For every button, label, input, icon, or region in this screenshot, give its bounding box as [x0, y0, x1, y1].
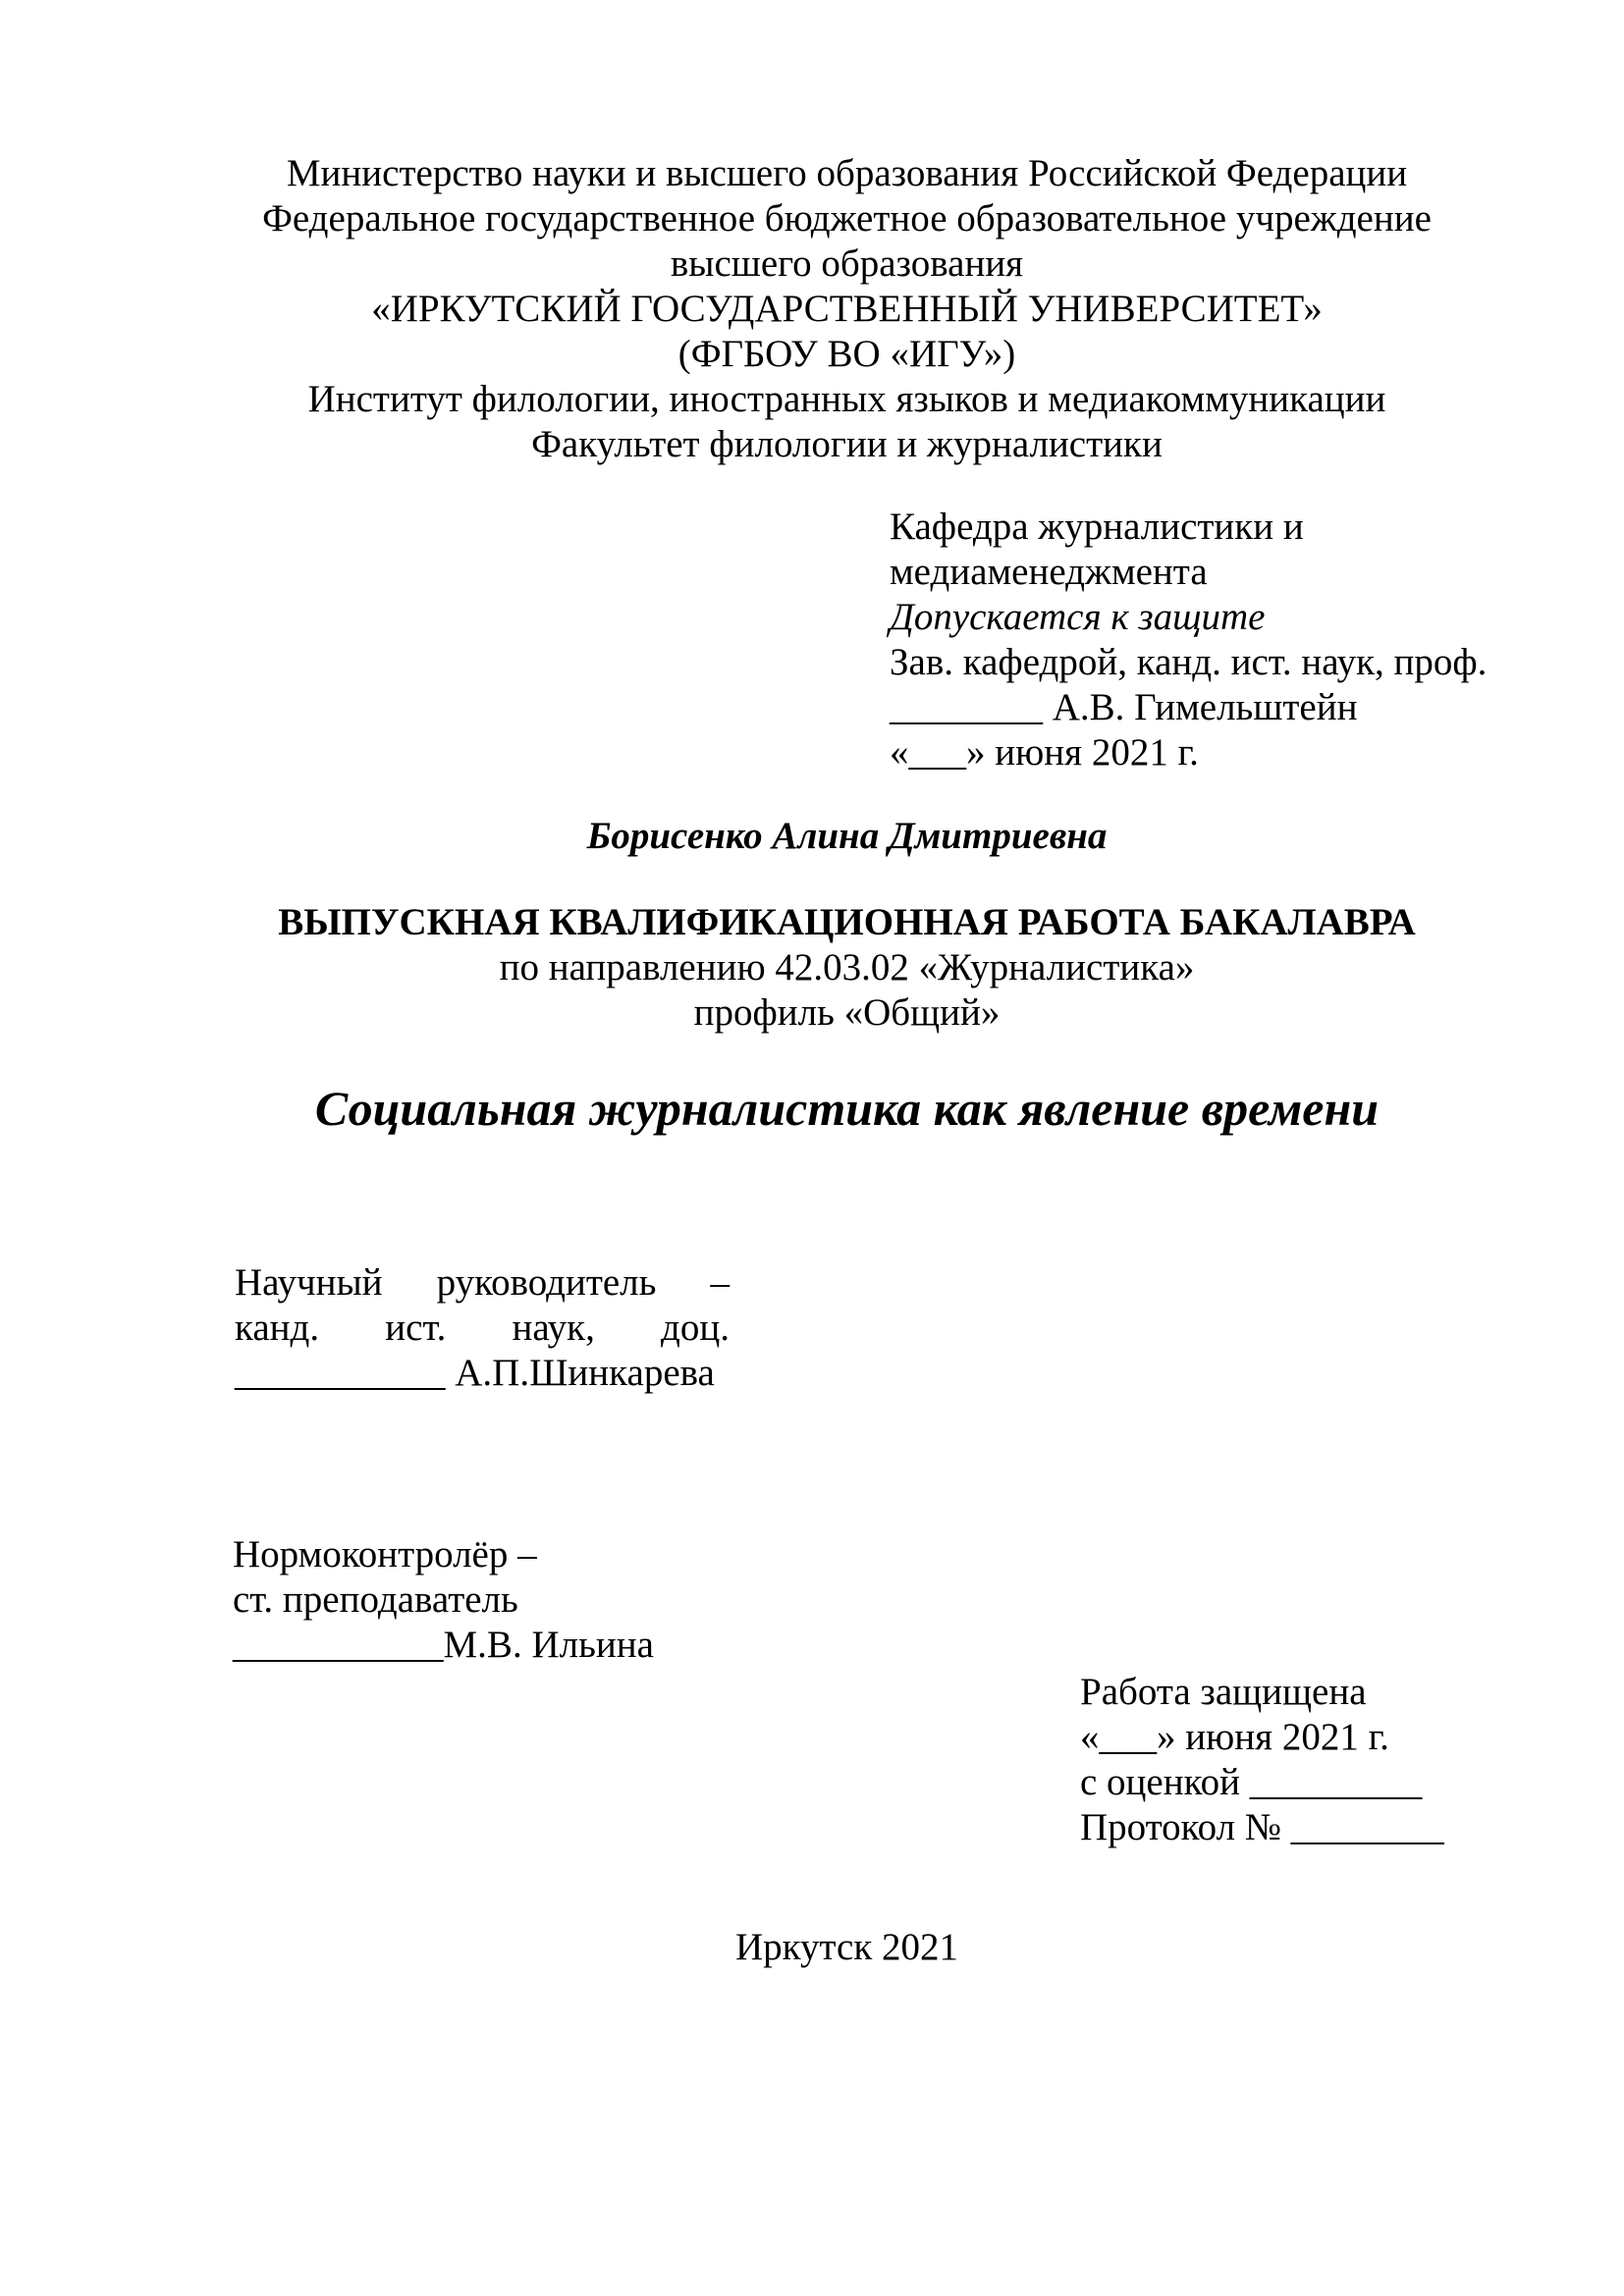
- advisor-role-line: [235, 1260, 730, 1306]
- work-description-block: [231, 900, 1463, 1036]
- work-profile-line: профиль «Общий»: [693, 991, 1001, 1034]
- norm-controller-signature-line: ___________М.В. Ильина: [233, 1624, 654, 1666]
- norm-controller-block: [233, 1532, 841, 1668]
- header-line-institute: Институт филологии, иностранных языков и медиакоммуникации: [307, 378, 1386, 420]
- advisor-word: ист.: [385, 1307, 447, 1349]
- advisor-word: наук,: [512, 1307, 595, 1349]
- advisor-word: доц.: [661, 1307, 730, 1349]
- city-year-line: Иркутск 2021: [734, 1926, 959, 1968]
- header-line-university-name: «ИРКУТСКИЙ ГОСУДАРСТВЕННЫЙ УНИВЕРСИТЕТ»: [371, 288, 1323, 330]
- defense-protocol-line: Протокол № ________: [1080, 1806, 1444, 1848]
- department-approval-block: [890, 505, 1488, 775]
- advisor-signature-line: ___________ А.П.Шинкарева: [235, 1352, 715, 1394]
- department-line-1: Кафедра журналистики и: [890, 506, 1304, 548]
- department-head-signature-line: ________ А.В. Гимельштейн: [890, 686, 1358, 728]
- approval-date-line: «___» июня 2021 г.: [890, 731, 1199, 774]
- advisor-word: –: [710, 1261, 730, 1304]
- department-line-2: медиаменеджмента: [890, 551, 1208, 593]
- advisor-word: руководитель: [436, 1261, 657, 1304]
- scientific-advisor-block: [235, 1260, 730, 1396]
- work-type-line: ВЫПУСКНАЯ КВАЛИФИКАЦИОННАЯ РАБОТА БАКАЛАВРА: [278, 901, 1416, 943]
- header-line-institution: Федеральное государственное бюджетное образовательное учреждение: [262, 197, 1432, 240]
- department-head-title: Зав. кафедрой, канд. ист. наук, проф.: [890, 641, 1488, 683]
- university-header: [231, 151, 1463, 467]
- defense-record-block: [1080, 1670, 1492, 1850]
- work-direction-line: по направлению 42.03.02 «Журналистика»: [499, 946, 1195, 988]
- norm-controller-position-line: ст. преподаватель: [233, 1578, 518, 1621]
- defense-date-line: «___» июня 2021 г.: [1080, 1716, 1389, 1758]
- advisor-word: Научный: [235, 1261, 383, 1304]
- header-line-education: высшего образования: [670, 242, 1024, 285]
- thesis-title: Социальная журналистика как явление времени: [314, 1081, 1380, 1136]
- header-line-ministry: Министерство науки и высшего образования Российской Федерации: [286, 152, 1408, 194]
- defense-status-line: Работа защищена: [1080, 1671, 1367, 1713]
- norm-controller-role-line: Нормоконтролёр –: [233, 1533, 537, 1575]
- advisor-word: канд.: [235, 1307, 320, 1349]
- advisor-degree-line: [235, 1306, 730, 1351]
- defense-grade-line: с оценкой _________: [1080, 1761, 1423, 1803]
- header-line-abbreviation: (ФГБОУ ВО «ИГУ»): [677, 333, 1016, 375]
- header-line-faculty: Факультет филологии и журналистики: [531, 423, 1163, 465]
- author-name: Борисенко Алина Дмитриевна: [586, 815, 1108, 857]
- approval-note: Допускается к защите: [890, 596, 1266, 638]
